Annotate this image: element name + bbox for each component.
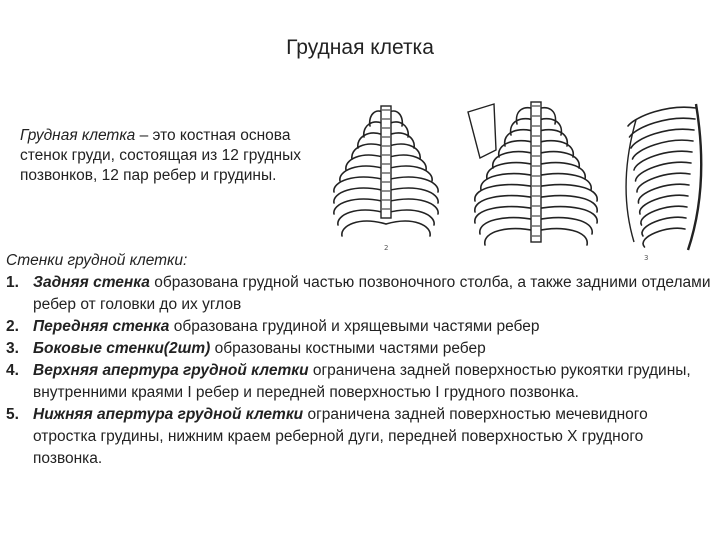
wall-item-upper-aperture (6, 360, 711, 404)
figure-label-3: 3 (644, 254, 649, 262)
rib-cage-back-view (468, 102, 597, 245)
rib-line (638, 184, 689, 203)
item-text: ограничена задней поверхностью мечевидного отростка грудины, нижним краем реберной дуги, передней поверхностью X грудного позвонка. (33, 406, 648, 467)
rib-line (643, 228, 685, 247)
wall-item-lateral (6, 338, 711, 360)
item-number: 5. (6, 406, 19, 423)
item-name: Задняя стенка (33, 274, 150, 291)
definition-term: Грудная клетка (20, 127, 136, 144)
item-name: Верхняя апертура грудной клетки (33, 362, 309, 379)
wall-item-anterior (6, 316, 711, 338)
rib-line (342, 221, 430, 236)
item-number: 4. (6, 362, 19, 379)
rib-line (637, 173, 690, 192)
rib-cage-illustrations (318, 92, 718, 268)
walls-heading: Стенки грудной клетки: (6, 252, 188, 269)
item-text: образованы костными частями ребер (210, 340, 486, 357)
rib-line (631, 129, 694, 148)
rib-line (634, 151, 692, 170)
rib-cage-side-view (626, 104, 701, 250)
rib-line (628, 107, 696, 126)
wall-item-posterior (6, 272, 711, 316)
slide-title: Грудная клетка (286, 36, 434, 59)
item-text: образована грудной частью позвоночного столба, а также задними отделами ребер от головки до их углов (33, 274, 711, 313)
rib-cage-front-view (334, 106, 438, 236)
rib-line (640, 195, 688, 214)
item-text: образована грудиной и хрящевыми частями ребер (169, 318, 540, 335)
figure-label-2: 2 (384, 244, 389, 252)
costal-margin (626, 120, 636, 242)
item-name: Боковые стенки(2шт) (33, 340, 211, 357)
definition-paragraph (20, 126, 320, 186)
walls-section (6, 250, 711, 470)
item-text: ограничена задней поверхностью рукоятки грудины, внутренними краями I ребер и передней поверхностью I грудного позвонка. (33, 362, 691, 401)
rib-line (636, 162, 692, 181)
item-number: 2. (6, 318, 19, 335)
rib-line (633, 140, 694, 159)
sternum (381, 106, 391, 218)
item-name: Нижняя апертура грудной клетки (33, 406, 304, 423)
rib-line (641, 206, 687, 225)
spine (531, 102, 541, 242)
rib-line (630, 118, 696, 137)
definition-text: – это костная основа стенок груди, состоящая из 12 грудных позвонков, 12 пар ребер и грудины. (20, 127, 301, 184)
item-number: 3. (6, 340, 19, 357)
item-name: Передняя стенка (33, 318, 170, 335)
spine (688, 104, 701, 250)
rib-cage-drawing (318, 92, 718, 268)
wall-item-lower-aperture (6, 404, 711, 470)
rib-line (642, 217, 686, 236)
item-number: 1. (6, 274, 19, 291)
scapula (468, 104, 496, 158)
walls-list (6, 272, 711, 470)
